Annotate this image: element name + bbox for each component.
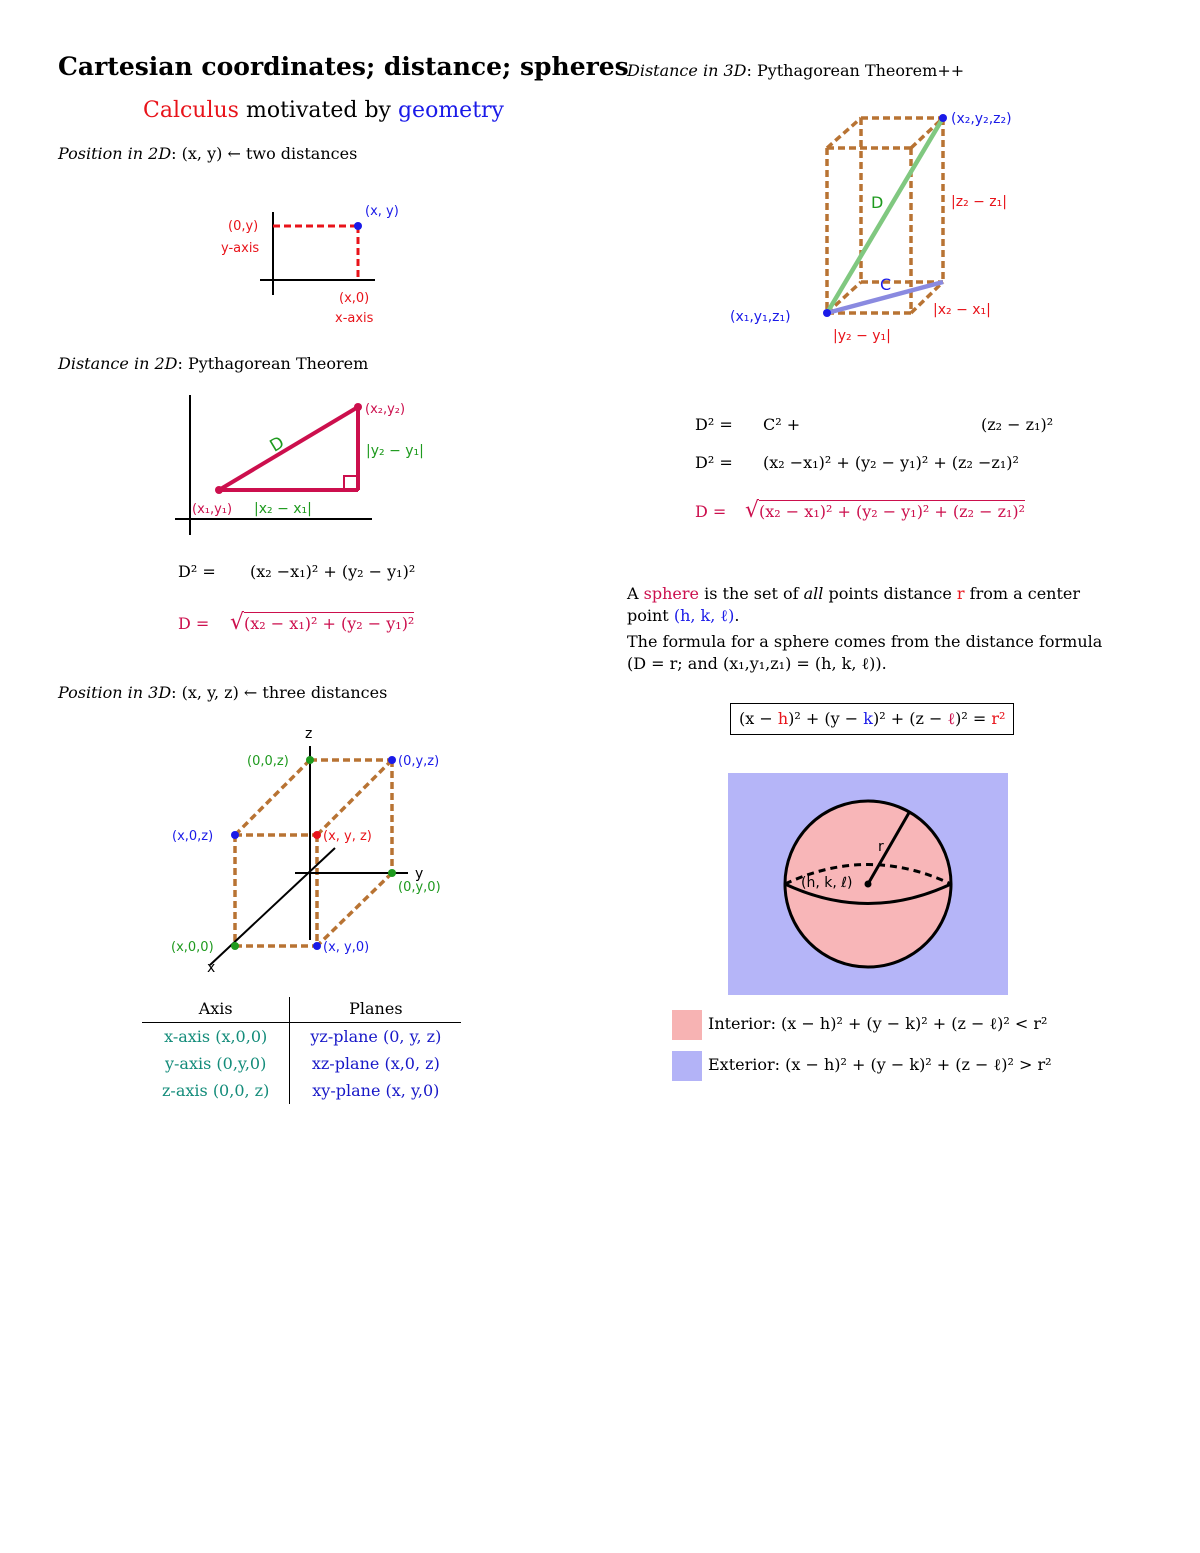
dist2d-eq2-lhs: D =: [178, 614, 210, 633]
sphere-def-sphere: sphere: [643, 584, 699, 603]
dist2d-eq2-rhs: (x₂ − x₁)² + (y₂ − y₁)²: [244, 614, 415, 633]
formula-h: h: [777, 709, 789, 728]
sphere-def-a: A: [627, 584, 639, 603]
pos3d-point-x00: [231, 942, 239, 950]
pos2d-label-0y: (0,y): [228, 219, 259, 234]
table-cell-plane: xz-plane (x,0, z): [311, 1054, 440, 1073]
dist3d-label-D: D: [871, 193, 884, 212]
pos3d-label-0yz: (0,y,z): [398, 754, 440, 769]
dist3d-eq3-rhs: (x₂ − x₁)² + (y₂ − y₁)² + (z₂ − z₁)²: [759, 502, 1026, 521]
dist3d-eq1-rhs: (z₂ − z₁)²: [981, 415, 1054, 434]
interior-swatch: [672, 1010, 702, 1040]
formula-part-a: (x −: [739, 709, 773, 728]
formula-part-d: )² =: [955, 709, 987, 728]
dist3d-label-dy: |y₂ − y₁|: [833, 328, 891, 344]
table-cell-axis: y-axis (0,y,0): [142, 1050, 290, 1077]
dist3d-point-1: [823, 309, 831, 317]
pos3d-label-z: z: [305, 726, 313, 742]
dist3d-eq2-lhs: D² =: [695, 453, 733, 472]
dist3d-heading: [627, 61, 964, 80]
sphere-diagram: [728, 773, 1008, 995]
pos3d-diagram: [160, 720, 480, 985]
dist2d-eq1-rhs: (x₂ −x₁)² + (y₂ − y₁)²: [250, 562, 416, 581]
dist2d-right-angle-mark: [344, 476, 358, 490]
pos2d-heading-rest: : (x, y) ← two distances: [171, 144, 358, 163]
sphere-def-c: points distance: [828, 584, 952, 603]
pos3d-label-x: x: [207, 960, 216, 976]
dist3d-heading-rest: : Pythagorean Theorem++: [746, 61, 965, 80]
dist2d-label-dx: |x₂ − x₁|: [254, 501, 312, 517]
pos3d-point-0y0: [388, 869, 396, 877]
subtitle-calculus: Calculus: [143, 98, 239, 123]
dist3d-eq2-rhs: (x₂ −x₁)² + (y₂ − y₁)² + (z₂ −z₁)²: [763, 453, 1019, 472]
pos3d-point-xyz: [313, 831, 321, 839]
table-row: [142, 1050, 461, 1077]
dist3d-edge: [827, 118, 861, 148]
sphere-label-center: (h, k, ℓ): [801, 875, 853, 891]
dist3d-eq3-lhs: D =: [695, 502, 727, 521]
sphere-label-r: r: [878, 839, 884, 855]
dist2d-eq2: [178, 610, 414, 635]
pos2d-heading: [58, 144, 357, 163]
pos3d-heading-italic: Position in 3D: [58, 683, 172, 702]
formula-part-c: )² + (z −: [872, 709, 943, 728]
dist3d-label-p2: (x₂,y₂,z₂): [951, 111, 1012, 127]
sphere-definition: [627, 583, 1102, 675]
pos3d-label-x00: (x,0,0): [171, 940, 214, 955]
dist2d-heading-rest: : Pythagorean Theorem: [177, 354, 369, 373]
table-header-axis: Axis: [142, 997, 290, 1023]
subtitle-geometry: geometry: [397, 98, 504, 123]
pos3d-label-x0z: (x,0,z): [172, 829, 214, 844]
dist2d-eq2-sqrt-sign: √: [230, 610, 245, 635]
pos3d-label-0y0: (0,y,0): [398, 880, 441, 895]
sphere-center: [865, 881, 872, 888]
dist3d-eq1-lhs: D² =: [695, 415, 733, 434]
pos2d-heading-italic: Position in 2D: [58, 144, 172, 163]
pos2d-label-x0: (x,0): [339, 291, 370, 306]
page-title: Cartesian coordinates; distance; spheres: [58, 52, 629, 81]
sphere-formula-box: [730, 703, 1014, 735]
pos2d-diagram: [200, 190, 420, 340]
pos3d-edge: [317, 873, 392, 946]
pos3d-heading: [58, 683, 387, 702]
table-header-row: [142, 997, 461, 1023]
pos2d-label-xaxis: x-axis: [335, 311, 374, 326]
pos2d-label-xy: (x, y): [365, 204, 399, 219]
sphere-def-d: from a center: [969, 584, 1081, 603]
formula-l: ℓ: [947, 709, 956, 728]
interior-legend-text: Interior: (x − h)² + (y − k)² + (z − ℓ)² < r²: [708, 1014, 1048, 1033]
axis-planes-table: [142, 997, 461, 1104]
table-header-planes: Planes: [290, 997, 461, 1023]
pos2d-label-yaxis: y-axis: [221, 241, 260, 256]
pos3d-label-xyz: (x, y, z): [323, 829, 372, 844]
table-row: [142, 1023, 461, 1051]
sphere-formula-intro-line2: (D = r; and (x₁,y₁,z₁) = (h, k, ℓ)).: [627, 654, 887, 673]
table-cell-axis: x-axis (x,0,0): [142, 1023, 290, 1051]
dist2d-label-p2: (x₂,y₂): [365, 402, 406, 417]
sphere-def-e: point: [627, 606, 669, 625]
sphere-def-f: .: [734, 606, 740, 625]
pos3d-edge: [317, 760, 392, 835]
dist2d-label-D: D: [266, 432, 289, 457]
sphere-def-all: all: [803, 584, 824, 603]
dist2d-hypotenuse: [219, 407, 358, 490]
sphere-def-r: r: [956, 584, 965, 603]
dist3d-heading-italic: Distance in 3D: [627, 61, 747, 80]
page-subtitle: [143, 98, 504, 123]
pos3d-point-x0z: [231, 831, 239, 839]
sphere-def-b: is the set of: [704, 584, 799, 603]
dist2d-diagram: [170, 385, 460, 540]
table-row: [142, 1077, 461, 1104]
sphere-definition-line1: [627, 583, 1102, 605]
dist2d-heading: [58, 354, 368, 373]
dist2d-point-2: [354, 403, 362, 411]
exterior-swatch: [672, 1051, 702, 1081]
table-cell-plane: xy-plane (x, y,0): [312, 1081, 440, 1100]
pos3d-point-xy0: [313, 942, 321, 950]
pos3d-heading-rest: : (x, y, z) ← three distances: [171, 683, 388, 702]
dist3d-label-p1: (x₁,y₁,z₁): [730, 309, 791, 325]
dist2d-label-p1: (x₁,y₁): [192, 502, 233, 517]
sphere-def-center: (h, k, ℓ): [673, 606, 735, 625]
dist3d-eq3: [695, 498, 1025, 523]
pos2d-point: [354, 222, 362, 230]
formula-part-b: )² + (y −: [788, 709, 859, 728]
dist2d-heading-italic: Distance in 2D: [58, 354, 178, 373]
exterior-legend-text: Exterior: (x − h)² + (y − k)² + (z − ℓ)² > r²: [708, 1055, 1052, 1074]
dist2d-eq1: [178, 562, 415, 581]
pos3d-label-xy0: (x, y,0): [323, 940, 370, 955]
dist3d-label-C: C: [880, 275, 892, 294]
dist2d-eq1-lhs: D² =: [178, 562, 216, 581]
formula-k: k: [863, 709, 873, 728]
dist2d-label-dy: |y₂ − y₁|: [366, 443, 424, 459]
pos3d-point-0yz: [388, 756, 396, 764]
pos3d-edge: [235, 760, 310, 835]
subtitle-motivated: motivated by: [245, 98, 391, 123]
dist3d-label-dx: |x₂ − x₁|: [933, 302, 991, 318]
sphere-formula-intro-line1: The formula for a sphere comes from the distance formula: [627, 632, 1103, 651]
dist2d-point-1: [215, 486, 223, 494]
dist3d-eq1: [695, 415, 1053, 434]
dist3d-diagram: [725, 100, 1055, 350]
dist3d-eq3-sqrt-sign: √: [745, 498, 760, 523]
dist3d-label-dz: |z₂ − z₁|: [951, 194, 1007, 210]
pos3d-label-00z: (0,0,z): [247, 754, 289, 769]
formula-r2: r²: [991, 709, 1006, 728]
dist3d-point-2: [939, 114, 947, 122]
table-cell-axis: z-axis (0,0, z): [142, 1077, 290, 1104]
table-cell-plane: yz-plane (0, y, z): [310, 1027, 442, 1046]
pos3d-label-y: y: [415, 866, 424, 882]
sphere-definition-line2: [627, 605, 1102, 627]
dist3d-eq2: [695, 453, 1019, 472]
pos3d-point-00z: [306, 756, 314, 764]
dist3d-eq1-mid: C² +: [763, 415, 801, 434]
